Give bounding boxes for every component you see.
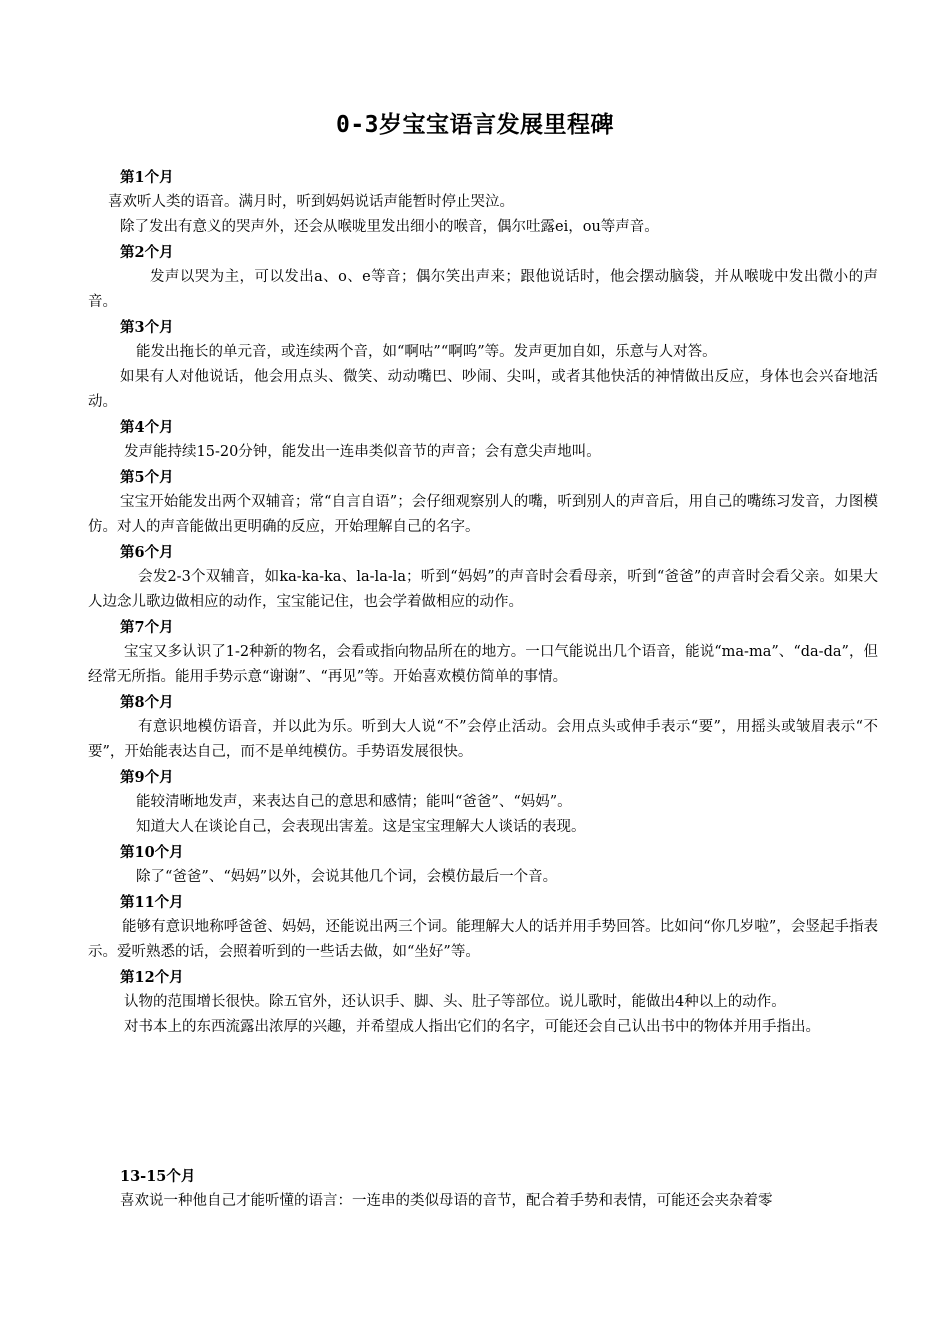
- paragraph: 能发出拖长的单元音，或连续两个音，如“啊咕”“啊呜”等。发声更加自如，乐意与人对答。: [136, 344, 717, 360]
- paragraph: 能够有意识地称呼爸爸、妈妈，还能说出两三个词。能理解大人的话并用手势回答。比如问“你几岁啦”，会竖起手指表示。爱听熟悉的话，会照着听到的一些话去做，如“坐好”等。: [88, 919, 878, 960]
- paragraph: 宝宝又多认识了1-2种新的物名，会看或指向物品所在的地方。一口气能说出几个语音，能说“ma-ma”、“da-da”，但经常无所指。能用手势示意“谢谢”、“再见”等。开始喜欢模仿简单的事情。: [88, 644, 878, 685]
- paragraph: 知道大人在谈论自己，会表现出害羞。这是宝宝理解大人谈话的表现。: [136, 819, 586, 835]
- section-heading-month-9: 第9个月: [120, 769, 174, 786]
- paragraph: 认物的范围增长很快。除五官外，还认识手、脚、头、肚子等部位。说儿歌时，能做出4种以上的动作。: [124, 994, 786, 1010]
- paragraph: 除了发出有意义的哭声外，还会从喉咙里发出细小的喉音，偶尔吐露ei，ou等声音。: [120, 219, 659, 235]
- paragraph: 对书本上的东西流露出浓厚的兴趣，并希望成人指出它们的名字，可能还会自己认出书中的物体并用手指出。: [124, 1019, 820, 1035]
- section-heading-month-2: 第2个月: [120, 244, 174, 261]
- paragraph: 如果有人对他说话，他会用点头、微笑、动动嘴巴、吵闹、尖叫，或者其他快活的神情做出反应，身体也会兴奋地活动。: [88, 369, 878, 410]
- section-heading-month-4: 第4个月: [120, 419, 174, 436]
- paragraph: 能较清晰地发声，来表达自己的意思和感情；能叫“爸爸”、“妈妈”。: [136, 794, 572, 810]
- document-body: [88, 165, 878, 1214]
- paragraph: 会发2-3个双辅音，如ka-ka-ka、la-la-la；听到“妈妈”的声音时会看母亲，听到“爸爸”的声音时会看父亲。如果大人边念儿歌边做相应的动作，宝宝能记住，也会学着做相应的动作。: [88, 569, 878, 610]
- paragraph: 发声以哭为主，可以发出a、o、e等音；偶尔笑出声来；跟他说话时，他会摆动脑袋，并从喉咙中发出微小的声音。: [88, 269, 878, 310]
- section-heading-months-13-15: 13-15个月: [120, 1168, 196, 1185]
- paragraph: 有意识地模仿语音，并以此为乐。听到大人说“不”会停止活动。会用点头或伸手表示“要”，用摇头或皱眉表示“不要”，开始能表达自己，而不是单纯模仿。手势语发展很快。: [88, 719, 878, 760]
- spacer: [88, 1040, 878, 1164]
- paragraph: 喜欢说一种他自己才能听懂的语言：一连串的类似母语的音节，配合着手势和表情，可能还会夹杂着零: [120, 1193, 773, 1209]
- section-heading-month-1: 第1个月: [120, 169, 174, 186]
- section-heading-month-8: 第8个月: [120, 694, 174, 711]
- paragraph: 发声能持续15-20分钟，能发出一连串类似音节的声音；会有意尖声地叫。: [124, 444, 601, 460]
- paragraph: 除了“爸爸”、“妈妈”以外，会说其他几个词，会模仿最后一个音。: [136, 869, 558, 885]
- paragraph: 宝宝开始能发出两个双辅音；常“自言自语”；会仔细观察别人的嘴，听到别人的声音后，用自己的嘴练习发音，力图模仿。对人的声音能做出更明确的反应，开始理解自己的名字。: [88, 494, 878, 535]
- paragraph: 喜欢听人类的语音。满月时，听到妈妈说话声能暂时停止哭泣。: [108, 194, 514, 210]
- section-heading-month-5: 第5个月: [120, 469, 174, 486]
- section-heading-month-7: 第7个月: [120, 619, 174, 636]
- section-heading-month-6: 第6个月: [120, 544, 174, 561]
- section-heading-month-3: 第3个月: [120, 319, 174, 336]
- section-heading-month-10: 第10个月: [120, 844, 184, 861]
- section-heading-month-12: 第12个月: [120, 969, 184, 986]
- section-heading-month-11: 第11个月: [120, 894, 184, 911]
- document-title: 0-3岁宝宝语言发展里程碑: [335, 112, 615, 138]
